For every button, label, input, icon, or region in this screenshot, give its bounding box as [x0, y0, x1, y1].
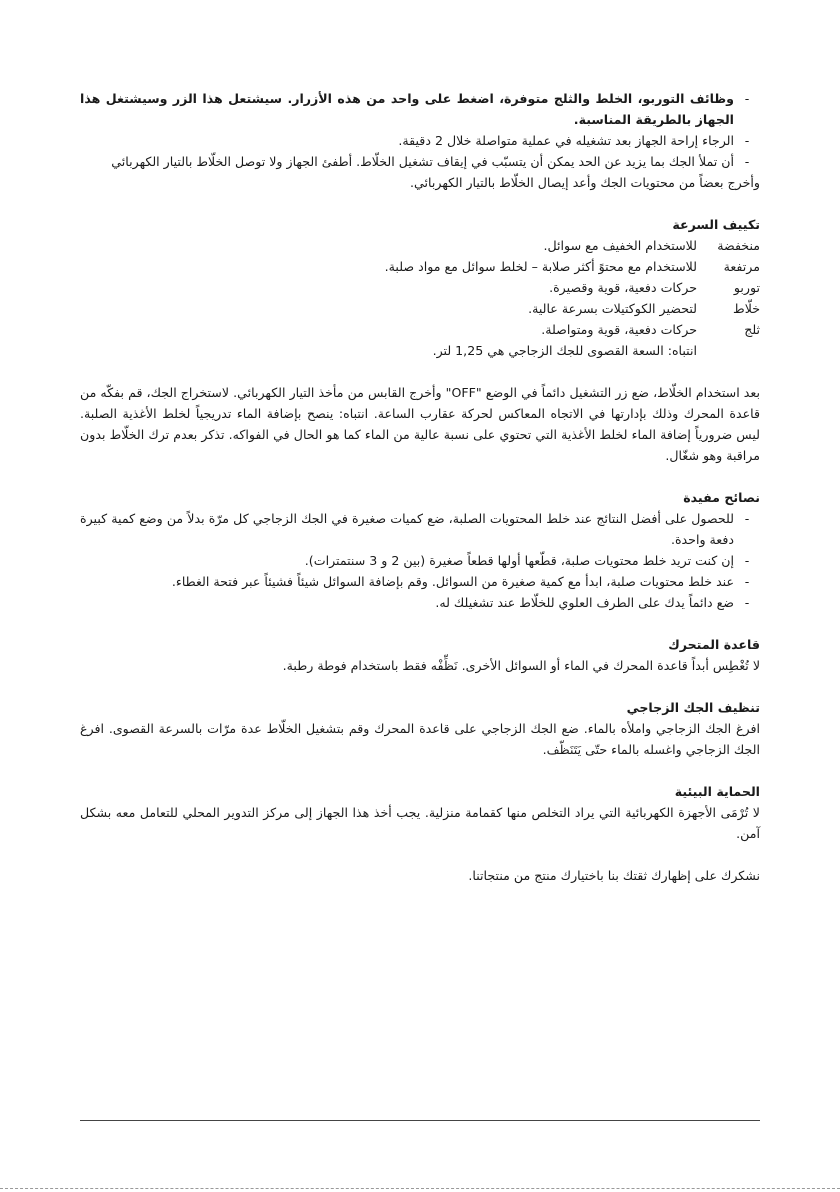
cleaning-heading: تنظيف الجك الزجاجي [626, 700, 760, 715]
environment-heading: الحماية البيئية [674, 784, 760, 799]
speed-capacity-note [80, 340, 760, 361]
tip-text: ضع دائماً يدك على الطرف العلوي للخلّاط عند تشغيلك له. [435, 595, 734, 610]
bullet-dash: - [744, 574, 750, 589]
speed-label: خلّاط [733, 301, 760, 316]
tip-item [80, 571, 760, 592]
tips-heading: نصائح مفيدة [683, 490, 760, 505]
speed-heading: تكييف السرعة [672, 217, 760, 232]
manual-page [80, 88, 760, 886]
footer-divider [80, 1120, 760, 1121]
bullet-dash: - [744, 553, 750, 568]
speed-desc: للاستخدام مع محتوً أكثر صلابة – لخلط سوائل مع مواد صلبة. [384, 259, 697, 274]
speed-row-ice [80, 319, 760, 340]
speed-row-turbo [80, 277, 760, 298]
tip-item [80, 592, 760, 613]
tip-item [80, 550, 760, 571]
speed-row-high [80, 256, 760, 277]
intro-bullet-text: وظائف التوربو، الخلط والثلج متوفرة، اضغط على واحد من هذه الأزرار. سيشتعل هذا الزر وسيشتغل هذا الجهاز بالطريقة المناسبة. [80, 91, 734, 127]
speed-label: توربو [733, 280, 760, 295]
speed-label: مرتفعة [723, 259, 760, 274]
intro-continuation: وأخرج بعضاً من محتويات الجك وأعد إيصال الخلّاط بالتيار الكهربائي. [410, 175, 760, 190]
tip-text: للحصول على أفضل النتائج عند خلط المحتويات الصلبة، ضع كميات صغيرة في الجك الزجاجي كل مرّة بدلاً من وضع كمية كبيرة دفعة واحدة. [80, 511, 734, 547]
environment-text: لا تُرْمَى الأجهزة الكهربائية التي يراد التخلص منها كقمامة منزلية. يجب أخذ هذا الجهاز إلى مركز التدوير المحلي للتعامل معه بشكل آمن. [80, 805, 760, 841]
speed-desc: حركات دفعية، قوية ومتواصلة. [541, 322, 697, 337]
intro-bullet-text: الرجاء إراحة الجهاز بعد تشغيله في عملية متواصلة خلال 2 دقيقة. [398, 133, 734, 148]
tip-text: عند خلط محتويات صلبة، ابدأ مع كمية صغيرة من السوائل. وقم بإضافة السوائل شيئاً فشيئاً عبر فتحة الغطاء. [171, 574, 734, 589]
speed-row-blender [80, 298, 760, 319]
bullet-dash: - [744, 91, 750, 106]
tip-item [80, 508, 760, 550]
cleaning-text: افرغ الجك الزجاجي واملأه بالماء. ضع الجك الزجاجي على قاعدة المحرك وقم بتشغيل الخلّاط عدة مرّات بالسرعة القصوى. افرغ الجك الزجاجي واغسله بالماء حتّى يَتَنَظّف. [80, 721, 760, 757]
capacity-note-text: انتباه: السعة القصوى للجك الزجاجي هي 1,25 لتر. [432, 343, 697, 358]
intro-bullet-functions [80, 88, 760, 130]
bullet-dash: - [744, 511, 750, 526]
speed-desc: للاستخدام الخفيف مع سوائل. [543, 238, 697, 253]
speed-label: منخفضة [717, 238, 760, 253]
closing-thanks: نشكرك على إظهارك ثقتك بنا باختيارك منتج من منتجاتنا. [468, 868, 760, 883]
bullet-dash: - [744, 133, 750, 148]
base-heading: قاعدة المتحرك [668, 637, 760, 652]
tip-text: إن كنت تريد خلط محتويات صلبة، قطّعها أولها قطعاً صغيرة (بين 2 و 3 سنتمترات). [304, 553, 734, 568]
speed-label: ثلج [744, 322, 760, 337]
intro-bullet-rest [80, 130, 760, 151]
bullet-dash: - [744, 154, 750, 169]
intro-bullet-overfill [80, 151, 760, 172]
bullet-dash: - [744, 595, 750, 610]
speed-desc: حركات دفعية، قوية وقصيرة. [549, 280, 697, 295]
intro-bullet-text: أن تملأ الجك بما يزيد عن الحد يمكن أن يتسبّب في إيقاف تشغيل الخلّاط. أطفئ الجهاز ولا توصل الخلّاط بالتيار الكهربائي [111, 154, 734, 169]
base-text: لا تُغْطِس أبداً قاعدة المحرك في الماء أو السوائل الأخرى. نَظِّفْه فقط باستخدام فوطة رطبة. [282, 658, 760, 673]
speed-desc: لتحضير الكوكتيلات بسرعة عالية. [528, 301, 697, 316]
speed-row-low [80, 235, 760, 256]
page-bottom-edge [0, 1188, 840, 1189]
usage-paragraph: بعد استخدام الخلّاط، ضع زر التشغيل دائماً في الوضع "OFF" وأخرج القابس من مأخذ التيار الكهربائي. لاستخراج الجك، قم بفكّه من قاعدة المحرك وذلك بإدارتها في الاتجاه المعاكس لحركة عقارب الساعة. انتباه: ينصح بإضافة الماء تدريجياً لخلط الأغذية الصلبة. ليس ضرورياً إضافة الماء لخلط الأغذية التي تحتوي على نسبة عالية من الماء كما هو الحال في الفواكه. تذكر بعدم ترك الخلّاط بدون مراقبة وهو شغّال. [80, 385, 761, 463]
